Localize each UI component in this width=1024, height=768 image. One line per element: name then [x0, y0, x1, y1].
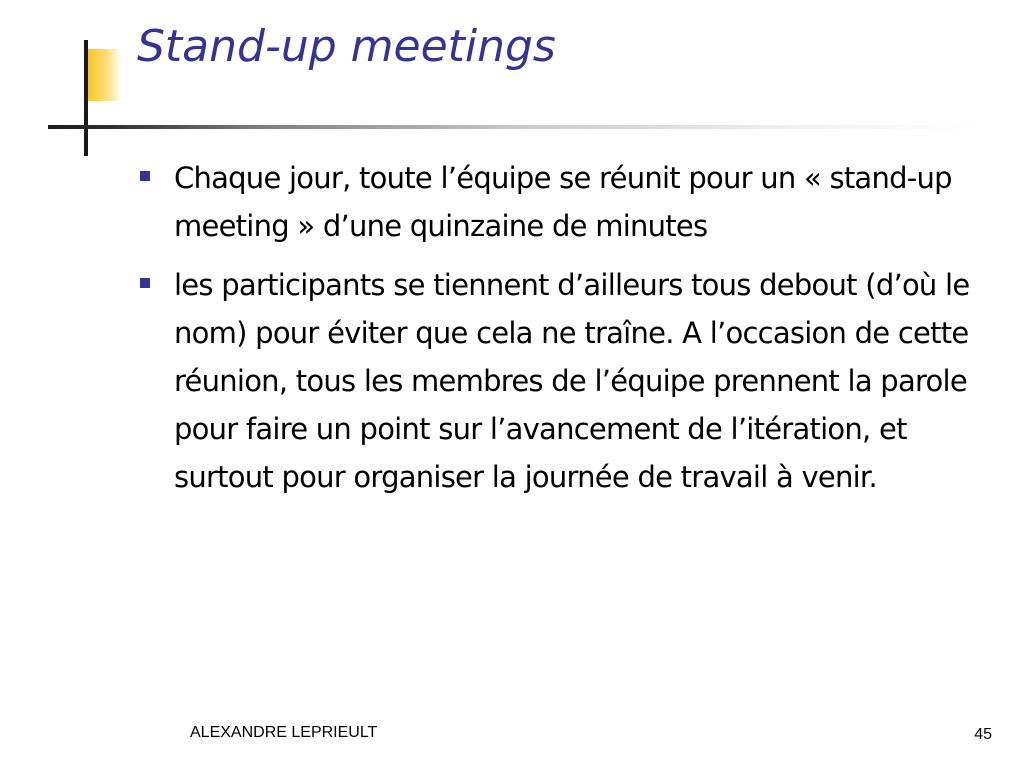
- horizontal-rule-decoration: [48, 125, 980, 129]
- bullet-text: les participants se tiennent d’ailleurs tous debout (d’où le nom) pour éviter que cela ne traîne. A l’occasion de cette réunion, tous les membres de l’équipe prennent la parole pour faire un point sur l’avancement de l’itération, et surtout pour organiser la journée de travail à venir.: [174, 268, 970, 494]
- bullet-item: [136, 154, 996, 250]
- accent-square-decoration: [88, 49, 122, 101]
- slide-title: Stand-up meetings: [137, 21, 556, 72]
- bullet-list: [136, 154, 996, 512]
- bullet-item: [136, 261, 996, 501]
- square-bullet-icon: [140, 278, 150, 288]
- footer-author: ALEXANDRE LEPRIEULT: [190, 724, 378, 741]
- square-bullet-icon: [140, 171, 150, 181]
- page-number: 45: [974, 726, 992, 743]
- bullet-text: Chaque jour, toute l’équipe se réunit pour un « stand-up meeting » d’une quinzaine de minutes: [174, 161, 952, 243]
- vertical-rule-decoration: [84, 40, 88, 156]
